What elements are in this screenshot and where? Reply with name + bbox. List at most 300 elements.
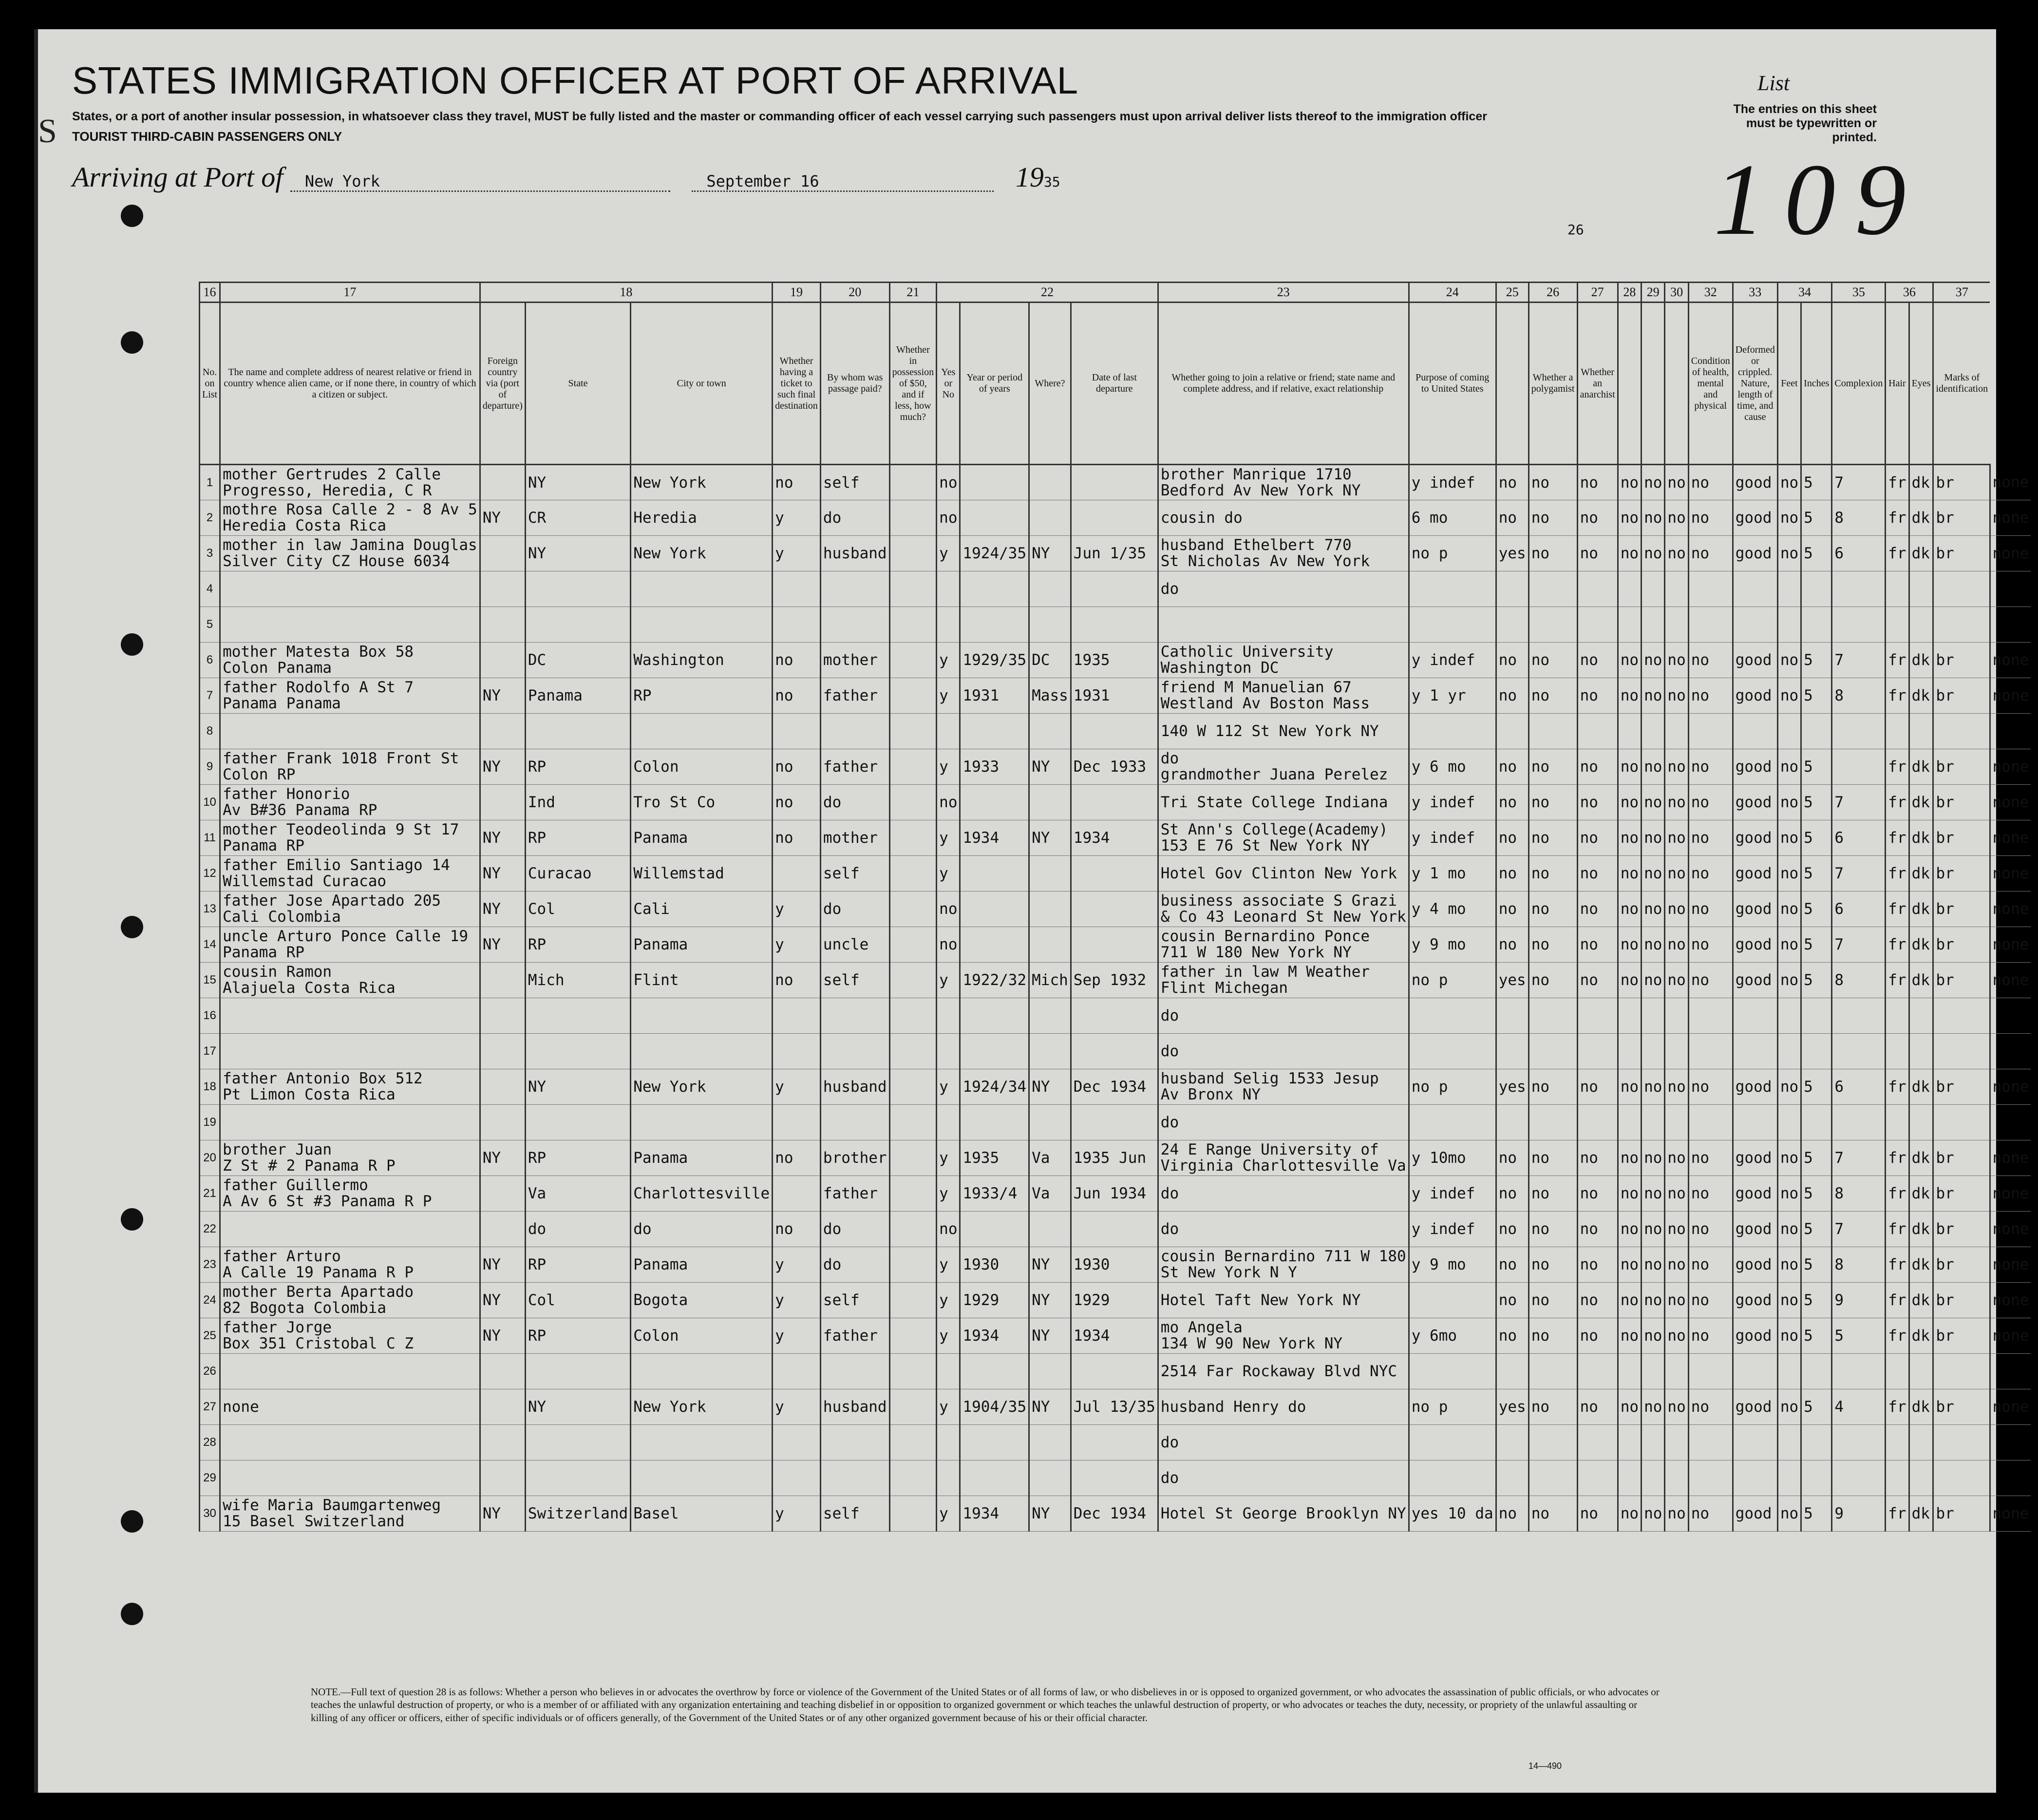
- years-in-us: [960, 607, 1029, 643]
- relative-address-line: father Emilio Santiago 14: [223, 856, 450, 874]
- health-condition: [1733, 1460, 1777, 1496]
- passage-paid-by: husband: [820, 1069, 889, 1105]
- row-number: 15: [200, 963, 220, 998]
- table-row: [200, 1496, 2031, 1532]
- money-amount: [889, 749, 937, 785]
- row-number: 12: [200, 856, 220, 891]
- identification-marks: none: [1990, 1176, 2031, 1212]
- col-29-answer: [1642, 1034, 1665, 1069]
- table-row: [200, 963, 2031, 998]
- destination-city: New York: [631, 1069, 773, 1105]
- col-30-answer: no: [1665, 856, 1688, 891]
- previously-in-us: [937, 1034, 960, 1069]
- where-in-us: NY: [1029, 820, 1071, 856]
- col-25-answer: [1496, 998, 1528, 1034]
- joining-relative-line: grandmother Juana Perelez: [1160, 766, 1388, 783]
- destination-state: do: [525, 1212, 630, 1247]
- where-in-us: NY: [1029, 1389, 1071, 1425]
- hair-color: dk: [1909, 927, 1933, 963]
- col-25-answer: no: [1496, 927, 1528, 963]
- col-28-answer: [1618, 998, 1641, 1034]
- col-29-answer: no: [1642, 1140, 1665, 1176]
- years-in-us: [960, 465, 1029, 500]
- foreign-country-via: [480, 1105, 525, 1140]
- anarchist-answer: [1577, 607, 1618, 643]
- passage-paid-by: [820, 1105, 889, 1140]
- years-in-us: 1933: [960, 749, 1029, 785]
- col-31-answer: no: [1688, 749, 1733, 785]
- relative-address-line: Alajuela Costa Rica: [223, 979, 396, 997]
- where-in-us: NY: [1029, 1318, 1071, 1354]
- eye-color: br: [1933, 963, 1990, 998]
- table-row: [200, 820, 2031, 856]
- deformed-status: no: [1777, 1212, 1801, 1247]
- table-row: [200, 785, 2031, 820]
- relative-address-line: uncle Arturo Ponce Calle 19: [223, 928, 469, 946]
- joining-relative-line: Tri State College Indiana: [1160, 793, 1388, 811]
- height-inches: [1832, 1105, 1886, 1140]
- joining-relative-line: St Nicholas Av New York: [1160, 552, 1370, 570]
- col-25-answer: no: [1496, 1283, 1528, 1318]
- money-amount: [889, 678, 937, 714]
- col-28-answer: no: [1618, 465, 1641, 500]
- years-in-us: [960, 1034, 1029, 1069]
- eye-color: [1933, 998, 1990, 1034]
- eye-color: [1933, 714, 1990, 749]
- hair-color: dk: [1909, 1283, 1933, 1318]
- col-29-answer: no: [1642, 963, 1665, 998]
- deformed-status: no: [1777, 1496, 1801, 1532]
- anarchist-answer: no: [1577, 927, 1618, 963]
- years-in-us: [960, 1212, 1029, 1247]
- col-31-answer: no: [1688, 856, 1733, 891]
- purpose-of-visit: y indef: [1409, 1212, 1496, 1247]
- table-row: [200, 1034, 2031, 1069]
- eye-color: br: [1933, 465, 1990, 500]
- relative-address: [220, 571, 480, 607]
- eye-color: [1933, 607, 1990, 643]
- col-29-answer: no: [1642, 856, 1665, 891]
- money-amount: [889, 1140, 937, 1176]
- ticket-status: no: [773, 643, 821, 678]
- page-title: STATES IMMIGRATION OFFICER AT PORT OF ARRIVAL: [72, 59, 1079, 102]
- table-row: [200, 1354, 2031, 1389]
- previously-in-us: [937, 571, 960, 607]
- height-feet: 5: [1801, 536, 1832, 571]
- ticket-status: no: [773, 1140, 821, 1176]
- previously-in-us: no: [937, 500, 960, 536]
- col-25-answer: no: [1496, 1496, 1528, 1532]
- destination-state: RP: [525, 1140, 630, 1176]
- anarchist-answer: no: [1577, 1247, 1618, 1283]
- col-28-answer: no: [1618, 1247, 1641, 1283]
- relative-address: [220, 1247, 480, 1283]
- foreign-country-via: [480, 1176, 525, 1212]
- money-amount: [889, 571, 937, 607]
- height-inches: 8: [1832, 963, 1886, 998]
- hair-color: dk: [1909, 1389, 1933, 1425]
- joining-relative: [1158, 536, 1409, 571]
- col-30-answer: [1665, 571, 1688, 607]
- ticket-status: no: [773, 1212, 821, 1247]
- passage-paid-by: mother: [820, 820, 889, 856]
- destination-state: RP: [525, 927, 630, 963]
- col-30-answer: no: [1665, 1389, 1688, 1425]
- destination-city: New York: [631, 1389, 773, 1425]
- relative-address-line: father Guillermo: [223, 1176, 368, 1194]
- col-25-answer: [1496, 607, 1528, 643]
- relative-address: [220, 465, 480, 500]
- col-30-answer: [1665, 1034, 1688, 1069]
- polygamist-answer: no: [1528, 1140, 1577, 1176]
- previously-in-us: y: [937, 1176, 960, 1212]
- eye-color: br: [1933, 643, 1990, 678]
- height-feet: 5: [1801, 1496, 1832, 1532]
- ticket-status: no: [773, 963, 821, 998]
- health-condition: good: [1733, 963, 1777, 998]
- passage-paid-by: [820, 571, 889, 607]
- height-feet: 5: [1801, 1140, 1832, 1176]
- eye-color: br: [1933, 820, 1990, 856]
- joining-relative-line: do: [1160, 1184, 1179, 1202]
- col-30-answer: no: [1665, 1496, 1688, 1532]
- joining-relative-line: St Ann's College(Academy): [1160, 821, 1388, 839]
- anarchist-answer: no: [1577, 465, 1618, 500]
- where-in-us: [1029, 571, 1071, 607]
- passage-paid-by: do: [820, 1212, 889, 1247]
- deformed-status: no: [1777, 465, 1801, 500]
- complexion: fr: [1886, 1176, 1909, 1212]
- joining-relative-line: mo Angela: [1160, 1319, 1243, 1337]
- identification-marks: [1990, 1034, 2031, 1069]
- passage-paid-by: [820, 1354, 889, 1389]
- height-feet: 5: [1801, 856, 1832, 891]
- polygamist-answer: no: [1528, 820, 1577, 856]
- row-number: 13: [200, 891, 220, 927]
- col-28-answer: no: [1618, 1389, 1641, 1425]
- col-25-answer: no: [1496, 678, 1528, 714]
- hair-color: [1909, 1354, 1933, 1389]
- identification-marks: none: [1990, 891, 2031, 927]
- complexion: fr: [1886, 891, 1909, 927]
- table-row: [200, 1318, 2031, 1354]
- relative-address: [220, 963, 480, 998]
- foreign-country-via: [480, 643, 525, 678]
- years-in-us: [960, 1354, 1029, 1389]
- height-inches: 4: [1832, 1389, 1886, 1425]
- foreign-country-via: [480, 536, 525, 571]
- relative-address-line: Progresso, Heredia, C R: [223, 481, 432, 499]
- last-departure: 1929: [1071, 1283, 1158, 1318]
- relative-address: [220, 1176, 480, 1212]
- height-inches: 8: [1832, 1247, 1886, 1283]
- polygamist-answer: no: [1528, 1212, 1577, 1247]
- foreign-country-via: NY: [480, 1247, 525, 1283]
- row-number: 29: [200, 1460, 220, 1496]
- destination-state: [525, 1034, 630, 1069]
- destination-city: [631, 1034, 773, 1069]
- hair-color: dk: [1909, 1140, 1933, 1176]
- relative-address-line: mother Teodeolinda 9 St 17: [223, 821, 459, 839]
- ticket-status: [773, 856, 821, 891]
- col-30-answer: no: [1665, 678, 1688, 714]
- col-num: 16: [200, 283, 220, 303]
- previously-in-us: y: [937, 1318, 960, 1354]
- anarchist-answer: [1577, 1034, 1618, 1069]
- money-amount: [889, 998, 937, 1034]
- hair-color: dk: [1909, 1318, 1933, 1354]
- col-num: 27: [1577, 283, 1618, 303]
- eye-color: br: [1933, 1247, 1990, 1283]
- col-30-answer: [1665, 1105, 1688, 1140]
- joining-relative: [1158, 1105, 1409, 1140]
- previously-in-us: no: [937, 465, 960, 500]
- where-in-us: DC: [1029, 643, 1071, 678]
- identification-marks: none: [1990, 749, 2031, 785]
- col-25-answer: yes: [1496, 1069, 1528, 1105]
- complexion: fr: [1886, 963, 1909, 998]
- polygamist-answer: no: [1528, 749, 1577, 785]
- anarchist-answer: no: [1577, 785, 1618, 820]
- where-in-us: NY: [1029, 1496, 1071, 1532]
- col-30-answer: no: [1665, 820, 1688, 856]
- foreign-country-via: [480, 998, 525, 1034]
- joining-relative-line: Hotel St George Brooklyn NY: [1160, 1504, 1406, 1522]
- identification-marks: none: [1990, 1247, 2031, 1283]
- header-feet: Feet: [1777, 303, 1801, 465]
- form-code: 14—490: [1528, 1761, 1562, 1771]
- destination-state: Col: [525, 1283, 630, 1318]
- eye-color: [1933, 1425, 1990, 1460]
- joining-relative: [1158, 1140, 1409, 1176]
- previously-in-us: no: [937, 1212, 960, 1247]
- header-complexion: Complexion: [1832, 303, 1886, 465]
- header-where: Where?: [1029, 303, 1071, 465]
- height-feet: [1801, 714, 1832, 749]
- purpose-of-visit: [1409, 571, 1496, 607]
- polygamist-answer: [1528, 1105, 1577, 1140]
- header-health: Condition of health, mental and physical: [1688, 303, 1733, 465]
- passage-paid-by: [820, 1460, 889, 1496]
- joining-relative: [1158, 1247, 1409, 1283]
- last-departure: [1071, 891, 1158, 927]
- health-condition: good: [1733, 1283, 1777, 1318]
- col-28-answer: [1618, 1460, 1641, 1496]
- polygamist-answer: [1528, 607, 1577, 643]
- col-25-answer: no: [1496, 1247, 1528, 1283]
- col-30-answer: no: [1665, 1176, 1688, 1212]
- foreign-country-via: [480, 714, 525, 749]
- eye-color: [1933, 1034, 1990, 1069]
- col-28-answer: no: [1618, 536, 1641, 571]
- joining-relative-line: father in law M Weather: [1160, 963, 1370, 981]
- col-28-answer: no: [1618, 1318, 1641, 1354]
- col-30-answer: no: [1665, 643, 1688, 678]
- health-condition: good: [1733, 536, 1777, 571]
- hair-color: [1909, 1105, 1933, 1140]
- where-in-us: Va: [1029, 1176, 1071, 1212]
- polygamist-answer: no: [1528, 465, 1577, 500]
- money-amount: [889, 607, 937, 643]
- ticket-status: y: [773, 1389, 821, 1425]
- complexion: fr: [1886, 820, 1909, 856]
- col-25-answer: no: [1496, 465, 1528, 500]
- destination-city: Washington: [631, 643, 773, 678]
- row-number: 3: [200, 536, 220, 571]
- height-feet: 5: [1801, 1283, 1832, 1318]
- joining-relative: [1158, 927, 1409, 963]
- purpose-of-visit: [1409, 1460, 1496, 1496]
- col-29-answer: [1642, 1105, 1665, 1140]
- purpose-of-visit: [1409, 1283, 1496, 1318]
- where-in-us: [1029, 785, 1071, 820]
- destination-state: Mich: [525, 963, 630, 998]
- joining-relative: [1158, 465, 1409, 500]
- table-row: [200, 1176, 2031, 1212]
- height-feet: 5: [1801, 1318, 1832, 1354]
- complexion: fr: [1886, 643, 1909, 678]
- purpose-of-visit: y 6 mo: [1409, 749, 1496, 785]
- table-row: [200, 1069, 2031, 1105]
- hair-color: dk: [1909, 643, 1933, 678]
- col-num: 20: [820, 283, 889, 303]
- joining-relative-line: do: [1160, 1042, 1179, 1060]
- health-condition: good: [1733, 749, 1777, 785]
- height-inches: 6: [1832, 1069, 1886, 1105]
- height-feet: [1801, 998, 1832, 1034]
- relative-address: [220, 927, 480, 963]
- years-in-us: 1935: [960, 1140, 1029, 1176]
- complexion: [1886, 571, 1909, 607]
- complexion: fr: [1886, 465, 1909, 500]
- joining-relative-line: do: [1160, 1006, 1179, 1024]
- height-inches: 6: [1832, 891, 1886, 927]
- row-number: 11: [200, 820, 220, 856]
- years-in-us: 1929: [960, 1283, 1029, 1318]
- where-in-us: [1029, 1460, 1071, 1496]
- hair-color: dk: [1909, 749, 1933, 785]
- identification-marks: none: [1990, 927, 2031, 963]
- destination-city: Panama: [631, 820, 773, 856]
- col-29-answer: [1642, 714, 1665, 749]
- passage-paid-by: self: [820, 963, 889, 998]
- table-row: [200, 607, 2031, 643]
- money-amount: [889, 465, 937, 500]
- col-28-answer: no: [1618, 785, 1641, 820]
- relative-address-line: Box 351 Cristobal C Z: [223, 1335, 414, 1352]
- joining-relative: [1158, 749, 1409, 785]
- joining-relative-line: husband Ethelbert 770: [1160, 536, 1352, 554]
- row-number: 2: [200, 500, 220, 536]
- relative-address-line: Colon RP: [223, 766, 296, 783]
- polygamist-answer: [1528, 998, 1577, 1034]
- relative-address: [220, 1105, 480, 1140]
- ticket-status: y: [773, 891, 821, 927]
- last-departure: [1071, 856, 1158, 891]
- col-30-answer: no: [1665, 536, 1688, 571]
- col-25-answer: no: [1496, 1176, 1528, 1212]
- identification-marks: [1990, 998, 2031, 1034]
- joining-relative: [1158, 1318, 1409, 1354]
- where-in-us: NY: [1029, 1247, 1071, 1283]
- identification-marks: none: [1990, 963, 2031, 998]
- table-row: [200, 1247, 2031, 1283]
- col-28-answer: no: [1618, 749, 1641, 785]
- col-25-answer: [1496, 1425, 1528, 1460]
- col-31-answer: no: [1688, 465, 1733, 500]
- complexion: [1886, 607, 1909, 643]
- ticket-status: [773, 1176, 821, 1212]
- purpose-of-visit: y indef: [1409, 785, 1496, 820]
- height-feet: 5: [1801, 891, 1832, 927]
- height-inches: [1832, 1460, 1886, 1496]
- last-departure: Dec 1933: [1071, 749, 1158, 785]
- eye-color: br: [1933, 678, 1990, 714]
- passage-paid-by: do: [820, 891, 889, 927]
- header-eyes: Eyes: [1909, 303, 1933, 465]
- eye-color: br: [1933, 1140, 1990, 1176]
- previously-in-us: [937, 714, 960, 749]
- header-nearest-relative: The name and complete address of nearest relative or friend in country whence alien came, or if none there, in country of which a citizen or subject.: [220, 303, 480, 465]
- foreign-country-via: [480, 1212, 525, 1247]
- header-money: Whether in possession of $50, and if less, how much?: [889, 303, 937, 465]
- destination-state: RP: [525, 749, 630, 785]
- eye-color: br: [1933, 1496, 1990, 1532]
- relative-address-line: father Honorio: [223, 785, 350, 803]
- passage-paid-by: husband: [820, 536, 889, 571]
- eye-color: br: [1933, 1389, 1990, 1425]
- previously-in-us: [937, 1105, 960, 1140]
- hair-color: dk: [1909, 1247, 1933, 1283]
- last-departure: 1935 Jun: [1071, 1140, 1158, 1176]
- eye-color: br: [1933, 536, 1990, 571]
- table-row: [200, 1105, 2031, 1140]
- table-row: [200, 927, 2031, 963]
- money-amount: [889, 643, 937, 678]
- destination-state: RP: [525, 1247, 630, 1283]
- years-in-us: 1924/34: [960, 1069, 1029, 1105]
- relative-address-line: Z St # 2 Panama R P: [223, 1157, 396, 1175]
- header-polygamist: Whether a polygamist: [1528, 303, 1577, 465]
- col-25-answer: [1496, 571, 1528, 607]
- col-30-answer: [1665, 1425, 1688, 1460]
- where-in-us: Mass: [1029, 678, 1071, 714]
- relative-address-line: Cali Colombia: [223, 908, 341, 926]
- hair-color: dk: [1909, 536, 1933, 571]
- row-number: 1: [200, 465, 220, 500]
- joining-relative-line: Westland Av Boston Mass: [1160, 695, 1370, 712]
- joining-relative: [1158, 820, 1409, 856]
- destination-city: Tro St Co: [631, 785, 773, 820]
- hair-color: dk: [1909, 678, 1933, 714]
- relative-address: [220, 891, 480, 927]
- relative-address: [220, 1034, 480, 1069]
- health-condition: good: [1733, 891, 1777, 927]
- destination-state: [525, 1354, 630, 1389]
- col-30-answer: no: [1665, 749, 1688, 785]
- purpose-of-visit: [1409, 607, 1496, 643]
- table-row: [200, 643, 2031, 678]
- deformed-status: no: [1777, 1283, 1801, 1318]
- money-amount: [889, 1354, 937, 1389]
- col-31-answer: no: [1688, 678, 1733, 714]
- relative-address: [220, 1460, 480, 1496]
- purpose-of-visit: [1409, 1425, 1496, 1460]
- ticket-status: [773, 1034, 821, 1069]
- polygamist-answer: no: [1528, 1283, 1577, 1318]
- previously-in-us: [937, 1354, 960, 1389]
- joining-relative: [1158, 1212, 1409, 1247]
